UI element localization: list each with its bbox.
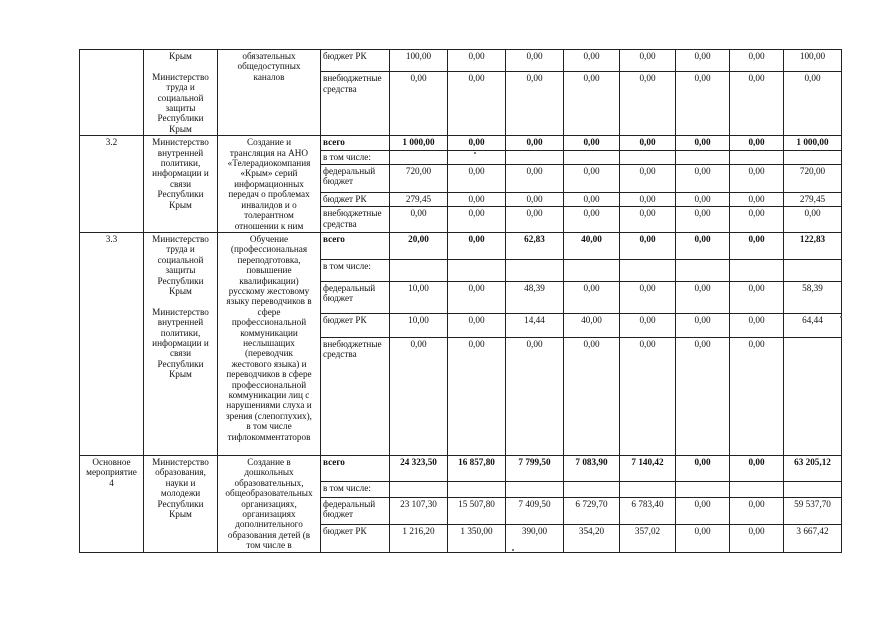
year-value: 0,00 bbox=[620, 136, 676, 150]
year-value: 0,00 bbox=[676, 207, 730, 233]
funding-source: внебюджетные средства bbox=[321, 207, 390, 233]
year-value bbox=[390, 150, 448, 164]
total-value: 0,00 bbox=[784, 207, 842, 233]
measure-name: Создание в дошкольных образовательных, общеобразовательных организациях, организациях дополнительного образования детей (в том числе в bbox=[218, 455, 321, 552]
year-value: 6 783,40 bbox=[620, 498, 676, 525]
year-value bbox=[564, 150, 620, 164]
year-value: 0,00 bbox=[448, 313, 506, 337]
total-value bbox=[784, 481, 842, 497]
year-value bbox=[676, 259, 730, 281]
scan-dot bbox=[474, 152, 476, 154]
table-row bbox=[80, 455, 842, 481]
item-number: 3.3 bbox=[80, 232, 144, 455]
table-row bbox=[80, 50, 842, 72]
measure-name: обязательных общедоступных каналов bbox=[218, 50, 321, 136]
year-value bbox=[448, 481, 506, 497]
year-value: 48,39 bbox=[506, 281, 564, 313]
year-value: 0,00 bbox=[620, 192, 676, 206]
responsible-executor: Крым Министерство труда и социальной защиты Республики Крым bbox=[144, 50, 218, 136]
year-value: 0,00 bbox=[564, 136, 620, 150]
year-value: 0,00 bbox=[730, 337, 784, 455]
total-value: 63 205,12 bbox=[784, 455, 842, 481]
year-value: 0,00 bbox=[564, 337, 620, 455]
responsible-executor: Министерство внутренней политики, информации и связи Республики Крым bbox=[144, 136, 218, 233]
year-value: 0,00 bbox=[676, 72, 730, 136]
item-number: 3.2 bbox=[80, 136, 144, 233]
year-value bbox=[620, 259, 676, 281]
funding-source: федеральный бюджет bbox=[321, 498, 390, 525]
year-value: 0,00 bbox=[620, 313, 676, 337]
year-value: 0,00 bbox=[676, 455, 730, 481]
year-value: 0,00 bbox=[448, 136, 506, 150]
year-value bbox=[730, 259, 784, 281]
year-value: 0,00 bbox=[620, 232, 676, 259]
year-value: 1 350,00 bbox=[448, 524, 506, 552]
funding-source: бюджет РК bbox=[321, 50, 390, 72]
year-value: 7 140,42 bbox=[620, 455, 676, 481]
total-value: 3 667,42 bbox=[784, 524, 842, 552]
item-number bbox=[80, 50, 144, 136]
year-value: 1 216,20 bbox=[390, 524, 448, 552]
year-value: 354,20 bbox=[564, 524, 620, 552]
year-value: 100,00 bbox=[390, 50, 448, 72]
measure-name: Обучение (профессиональная переподготовка, повышение квалификации) русскому жестовому языку переводчиков в сфере профессиональной коммуникации неслышащих (переводчик жестового языка) и переводчиков в сфере профессиональной коммуникации лиц с нарушениями слуха и зрения (слепоглухих), в том числе тифлокомментаторов bbox=[218, 232, 321, 455]
year-value: 0,00 bbox=[730, 207, 784, 233]
year-value: 0,00 bbox=[506, 192, 564, 206]
year-value bbox=[506, 481, 564, 497]
year-value: 7 409,50 bbox=[506, 498, 564, 525]
measure-name: Создание и трансляция на АНО «Телерадиокомпания «Крым» серий информационных передач о проблемах инвалидов и о толерантном отношении к ним bbox=[218, 136, 321, 233]
funding-source: бюджет РК bbox=[321, 524, 390, 552]
year-value: 0,00 bbox=[390, 337, 448, 455]
funding-source: всего bbox=[321, 136, 390, 150]
table-row bbox=[80, 232, 842, 259]
year-value: 279,45 bbox=[390, 192, 448, 206]
year-value: 0,00 bbox=[676, 313, 730, 337]
year-value: 0,00 bbox=[506, 164, 564, 192]
funding-source: бюджет РК bbox=[321, 313, 390, 337]
year-value: 0,00 bbox=[448, 207, 506, 233]
year-value bbox=[448, 150, 506, 164]
year-value: 23 107,30 bbox=[390, 498, 448, 525]
funding-source: в том числе: bbox=[321, 481, 390, 497]
year-value: 7 799,50 bbox=[506, 455, 564, 481]
total-value: 100,00 bbox=[784, 50, 842, 72]
year-value bbox=[564, 259, 620, 281]
year-value: 0,00 bbox=[676, 164, 730, 192]
total-value: 64,44 bbox=[784, 313, 842, 337]
year-value: 0,00 bbox=[730, 50, 784, 72]
year-value bbox=[564, 481, 620, 497]
year-value: 0,00 bbox=[390, 207, 448, 233]
total-value: 59 537,70 bbox=[784, 498, 842, 525]
year-value: 0,00 bbox=[676, 232, 730, 259]
year-value bbox=[390, 481, 448, 497]
scan-dot bbox=[512, 549, 514, 551]
year-value: 24 323,50 bbox=[390, 455, 448, 481]
year-value: 1 000,00 bbox=[390, 136, 448, 150]
total-value: 1 000,00 bbox=[784, 136, 842, 150]
year-value: 0,00 bbox=[564, 50, 620, 72]
year-value bbox=[448, 259, 506, 281]
year-value: 0,00 bbox=[730, 232, 784, 259]
total-value: 720,00 bbox=[784, 164, 842, 192]
total-value bbox=[784, 150, 842, 164]
year-value: 0,00 bbox=[506, 50, 564, 72]
year-value bbox=[390, 259, 448, 281]
year-value: 0,00 bbox=[730, 313, 784, 337]
year-value: 0,00 bbox=[448, 72, 506, 136]
year-value: 10,00 bbox=[390, 313, 448, 337]
year-value bbox=[620, 481, 676, 497]
funding-source: в том числе: bbox=[321, 150, 390, 164]
year-value: 357,02 bbox=[620, 524, 676, 552]
year-value: 0,00 bbox=[730, 524, 784, 552]
year-value bbox=[676, 150, 730, 164]
budget-table bbox=[79, 49, 842, 553]
year-value: 0,00 bbox=[564, 281, 620, 313]
year-value bbox=[620, 150, 676, 164]
total-value: 0,00 bbox=[784, 72, 842, 136]
total-value: 279,45 bbox=[784, 192, 842, 206]
responsible-executor: Министерство образования, науки и молодежи Республики Крым bbox=[144, 455, 218, 552]
item-number: Основное мероприятие 4 bbox=[80, 455, 144, 552]
year-value: 720,00 bbox=[390, 164, 448, 192]
year-value: 0,00 bbox=[506, 136, 564, 150]
funding-source: в том числе: bbox=[321, 259, 390, 281]
year-value: 0,00 bbox=[506, 337, 564, 455]
funding-source: бюджет РК bbox=[321, 192, 390, 206]
year-value: 40,00 bbox=[564, 313, 620, 337]
year-value: 0,00 bbox=[620, 50, 676, 72]
year-value: 0,00 bbox=[730, 281, 784, 313]
year-value: 0,00 bbox=[448, 281, 506, 313]
year-value: 0,00 bbox=[506, 72, 564, 136]
year-value: 0,00 bbox=[448, 232, 506, 259]
responsible-executor: Министерство труда и социальной защиты Республики Крым Министерство внутренней политики, информации и связи Республики Крым bbox=[144, 232, 218, 455]
funding-source: внебюджетные средства bbox=[321, 337, 390, 455]
scan-dot bbox=[840, 316, 842, 318]
year-value: 0,00 bbox=[620, 164, 676, 192]
year-value: 15 507,80 bbox=[448, 498, 506, 525]
year-value: 0,00 bbox=[448, 337, 506, 455]
year-value: 0,00 bbox=[564, 207, 620, 233]
year-value: 16 857,80 bbox=[448, 455, 506, 481]
table-row bbox=[80, 136, 842, 150]
funding-source: федеральный бюджет bbox=[321, 164, 390, 192]
year-value: 40,00 bbox=[564, 232, 620, 259]
year-value: 0,00 bbox=[620, 207, 676, 233]
year-value: 0,00 bbox=[676, 192, 730, 206]
year-value: 0,00 bbox=[620, 72, 676, 136]
year-value bbox=[730, 481, 784, 497]
year-value: 10,00 bbox=[390, 281, 448, 313]
year-value: 0,00 bbox=[730, 136, 784, 150]
year-value: 0,00 bbox=[676, 337, 730, 455]
year-value: 0,00 bbox=[448, 50, 506, 72]
year-value: 0,00 bbox=[620, 337, 676, 455]
year-value: 0,00 bbox=[564, 164, 620, 192]
year-value: 0,00 bbox=[730, 192, 784, 206]
year-value: 0,00 bbox=[564, 72, 620, 136]
year-value: 0,00 bbox=[730, 72, 784, 136]
funding-source: всего bbox=[321, 455, 390, 481]
year-value: 390,00 bbox=[506, 524, 564, 552]
year-value: 0,00 bbox=[448, 164, 506, 192]
year-value: 0,00 bbox=[390, 72, 448, 136]
total-value bbox=[784, 259, 842, 281]
year-value: 0,00 bbox=[676, 281, 730, 313]
funding-source: федеральный бюджет bbox=[321, 281, 390, 313]
year-value: 0,00 bbox=[620, 281, 676, 313]
year-value bbox=[506, 150, 564, 164]
funding-source: внебюджетные средства bbox=[321, 72, 390, 136]
year-value: 62,83 bbox=[506, 232, 564, 259]
year-value: 0,00 bbox=[676, 136, 730, 150]
year-value: 7 083,90 bbox=[564, 455, 620, 481]
year-value bbox=[676, 481, 730, 497]
year-value bbox=[506, 259, 564, 281]
year-value: 0,00 bbox=[730, 455, 784, 481]
funding-source: всего bbox=[321, 232, 390, 259]
year-value: 0,00 bbox=[676, 50, 730, 72]
year-value: 6 729,70 bbox=[564, 498, 620, 525]
year-value: 0,00 bbox=[676, 524, 730, 552]
year-value: 0,00 bbox=[448, 192, 506, 206]
total-value: 58,39 bbox=[784, 281, 842, 313]
year-value: 0,00 bbox=[730, 164, 784, 192]
year-value: 14,44 bbox=[506, 313, 564, 337]
year-value: 0,00 bbox=[564, 192, 620, 206]
year-value: 0,00 bbox=[506, 207, 564, 233]
total-value bbox=[784, 337, 842, 455]
total-value: 122,83 bbox=[784, 232, 842, 259]
year-value bbox=[730, 150, 784, 164]
year-value: 0,00 bbox=[676, 498, 730, 525]
year-value: 0,00 bbox=[730, 498, 784, 525]
year-value: 20,00 bbox=[390, 232, 448, 259]
